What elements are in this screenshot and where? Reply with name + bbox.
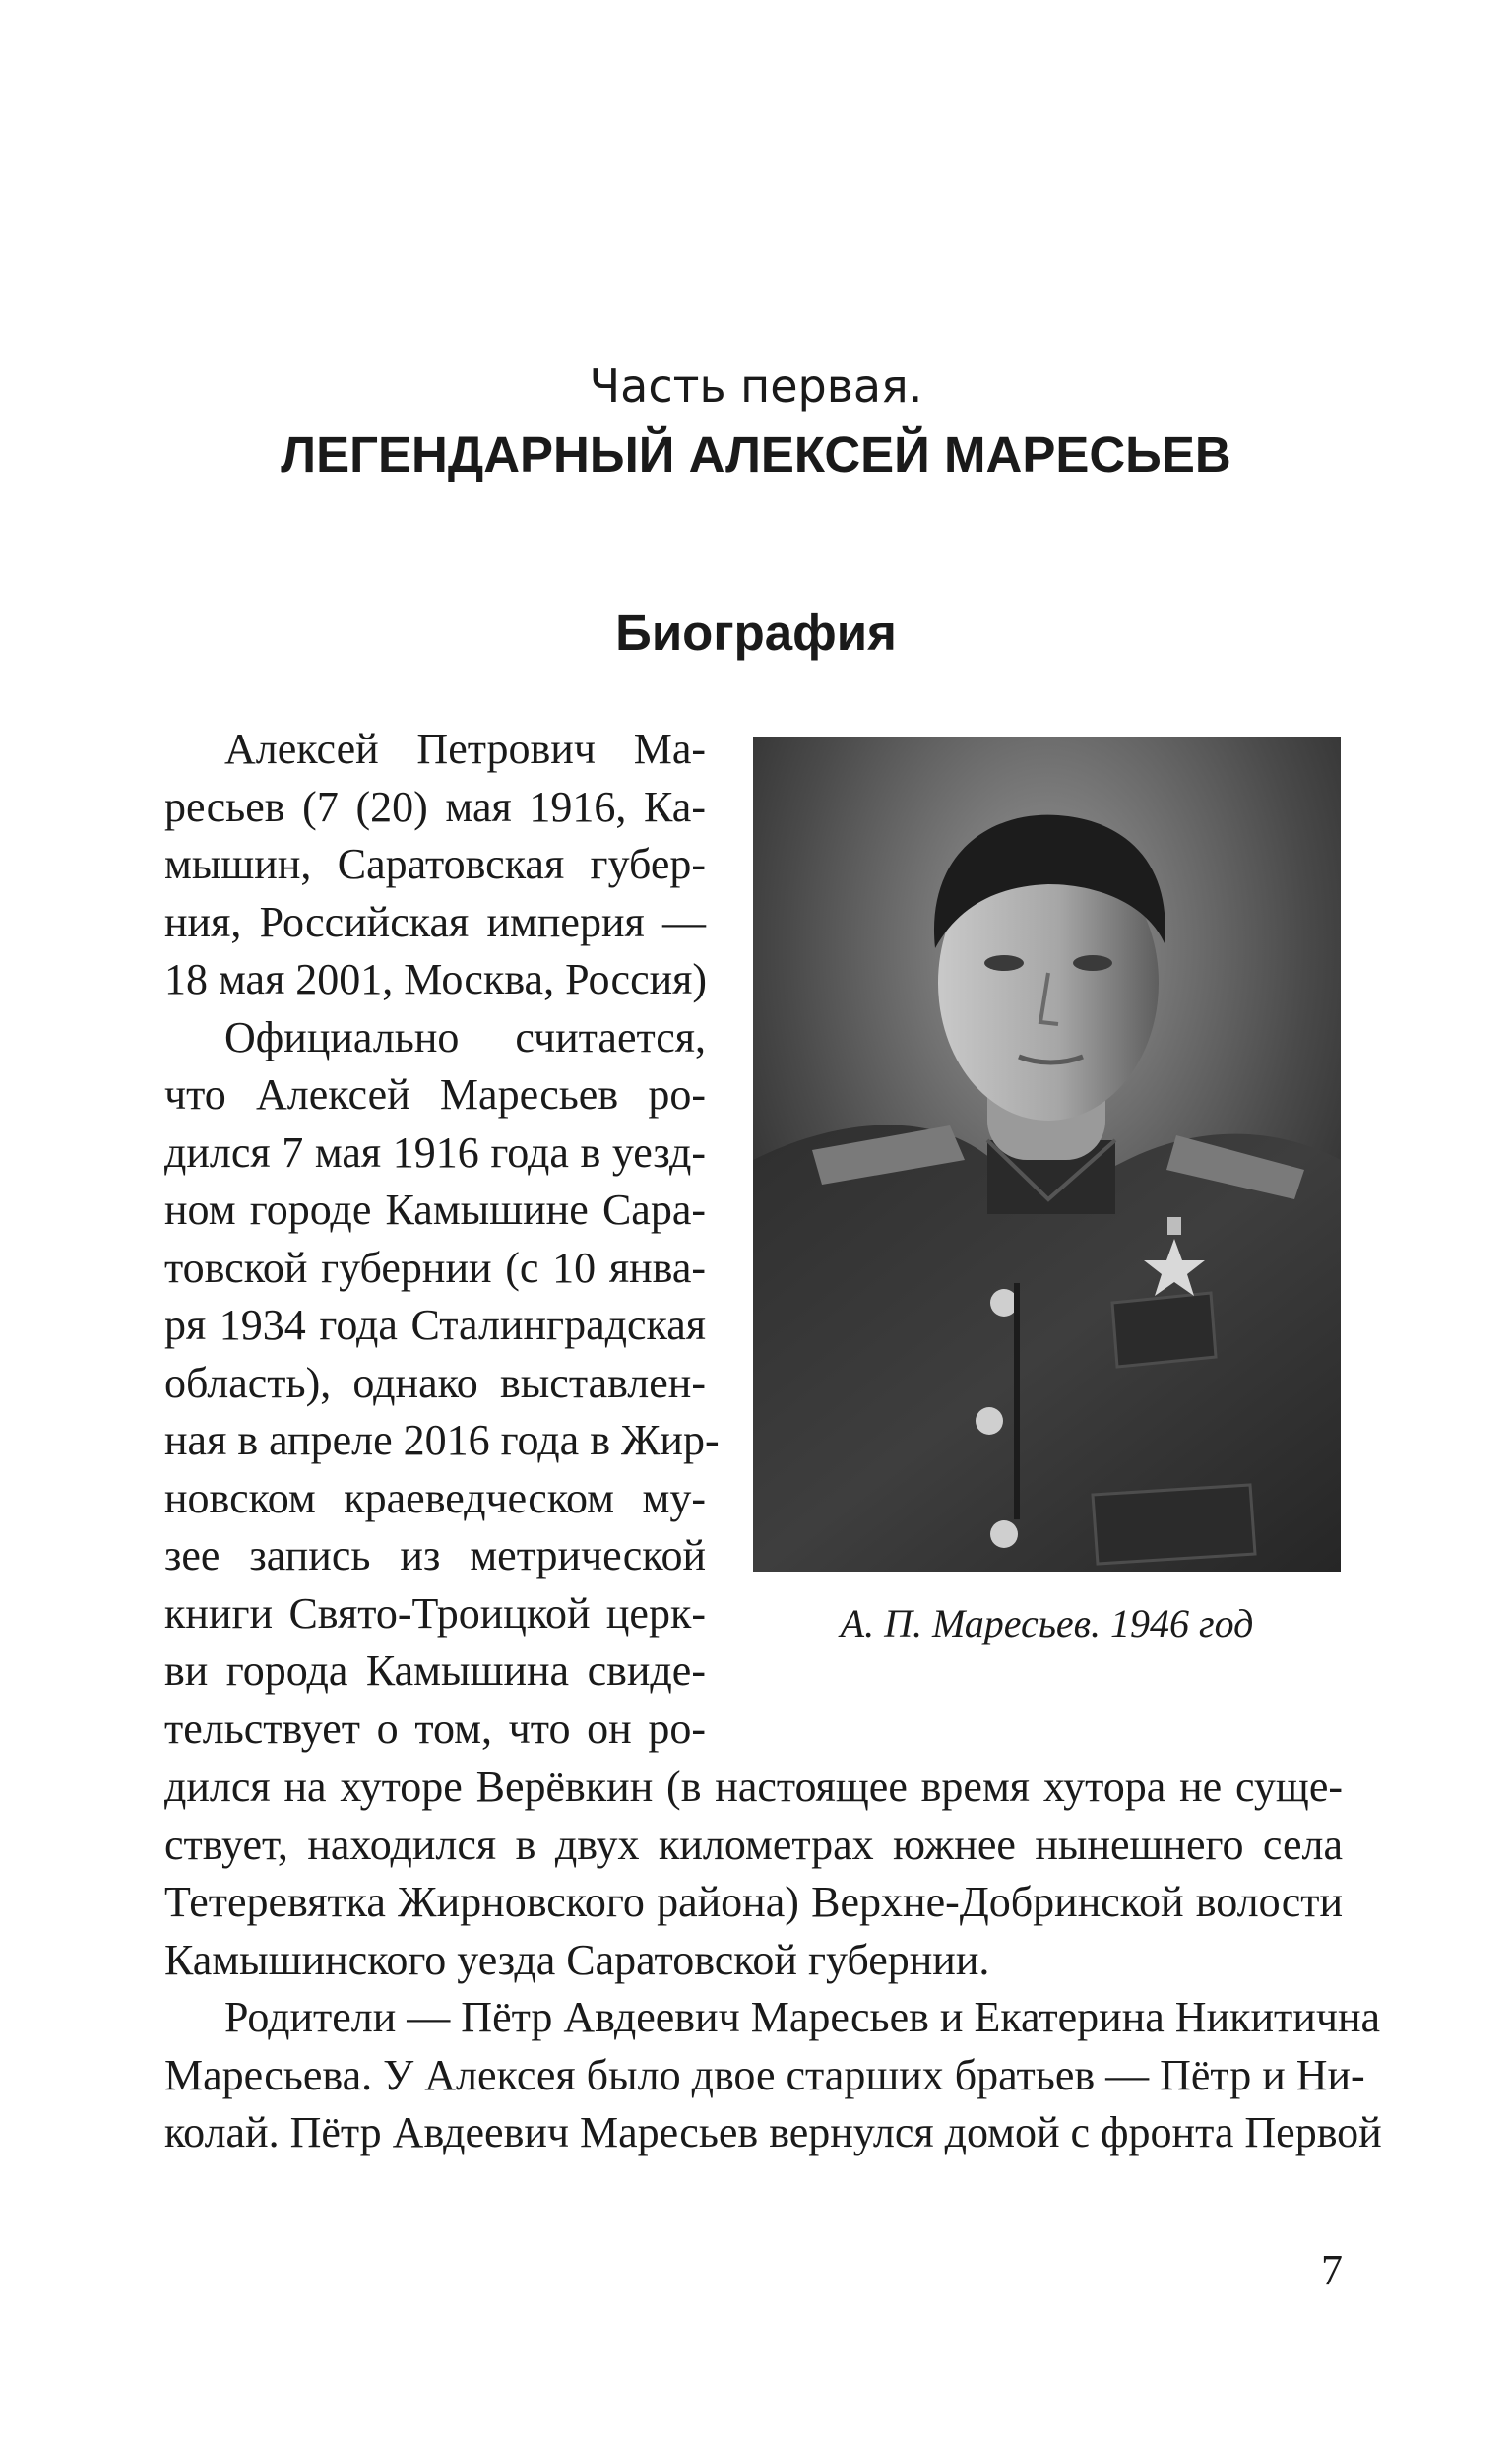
text-line: дился 7 мая 1916 года в уезд- [164, 1127, 706, 1177]
text-line: 18 мая 2001, Москва, Россия) [164, 955, 708, 1003]
text-line: мышин, Саратовская губер- [164, 840, 706, 888]
text-line: товской губернии (с 10 янва- [164, 1243, 706, 1292]
text-line: Камышинского уезда Саратовской губернии. [164, 1935, 990, 1984]
text-line: ния, Российская империя — [164, 897, 706, 946]
portrait-photo [753, 737, 1341, 1572]
part-title: ЛЕГЕНДАРНЫЙ АЛЕКСЕЙ МАРЕСЬЕВ [281, 426, 1231, 482]
text-line: Родители — Пётр Авдеевич Маресьев и Екатерина Никитична [224, 1993, 1381, 2041]
text-line: новском краеведческом му- [164, 1473, 706, 1522]
section-title: Биография [615, 605, 897, 661]
text-line: что Алексей Маресьев ро- [164, 1070, 706, 1119]
part-label: Часть первая. [589, 359, 923, 413]
text-line: ря 1934 года Сталинградская [164, 1301, 706, 1349]
text-line: ресьев (7 (20) мая 1916, Ка- [164, 782, 706, 831]
text-line: Алексей Петрович Ма- [224, 725, 706, 773]
text-line: ном городе Камышине Сара- [164, 1186, 706, 1234]
photo-caption: А. П. Маресьев. 1946 год [840, 1601, 1254, 1645]
text-line: Тетеревятка Жирновского района) Верхне-Добринской волости [164, 1878, 1343, 1926]
text-line: Официально считается, [224, 1012, 706, 1061]
text-line: область), однако выставлен- [164, 1358, 706, 1407]
text-line: ви города Камышина свиде- [164, 1646, 706, 1695]
text-line: колай. Пётр Авдеевич Маресьев вернулся домой с фронта Первой [164, 2108, 1382, 2156]
text-line: ствует, находился в двух километрах южнее нынешнего села [164, 1820, 1343, 1869]
text-line: дился на хуторе Верёвкин (в настоящее время хутора не суще- [164, 1763, 1343, 1811]
page-number: 7 [1321, 2246, 1343, 2294]
text-line: книги Свято-Троицкой церк- [164, 1588, 706, 1638]
text-line: зее запись из метрической [164, 1531, 706, 1579]
text-line: ная в апреле 2016 года в Жир- [164, 1416, 720, 1464]
full-width-text [164, 1759, 1382, 2162]
text-line: Маресьева. У Алексея было двое старших братьев — Пётр и Ни- [164, 2050, 1365, 2099]
text-line: тельствует о том, что он ро- [164, 1704, 706, 1753]
wrapped-text-column [164, 721, 720, 1758]
